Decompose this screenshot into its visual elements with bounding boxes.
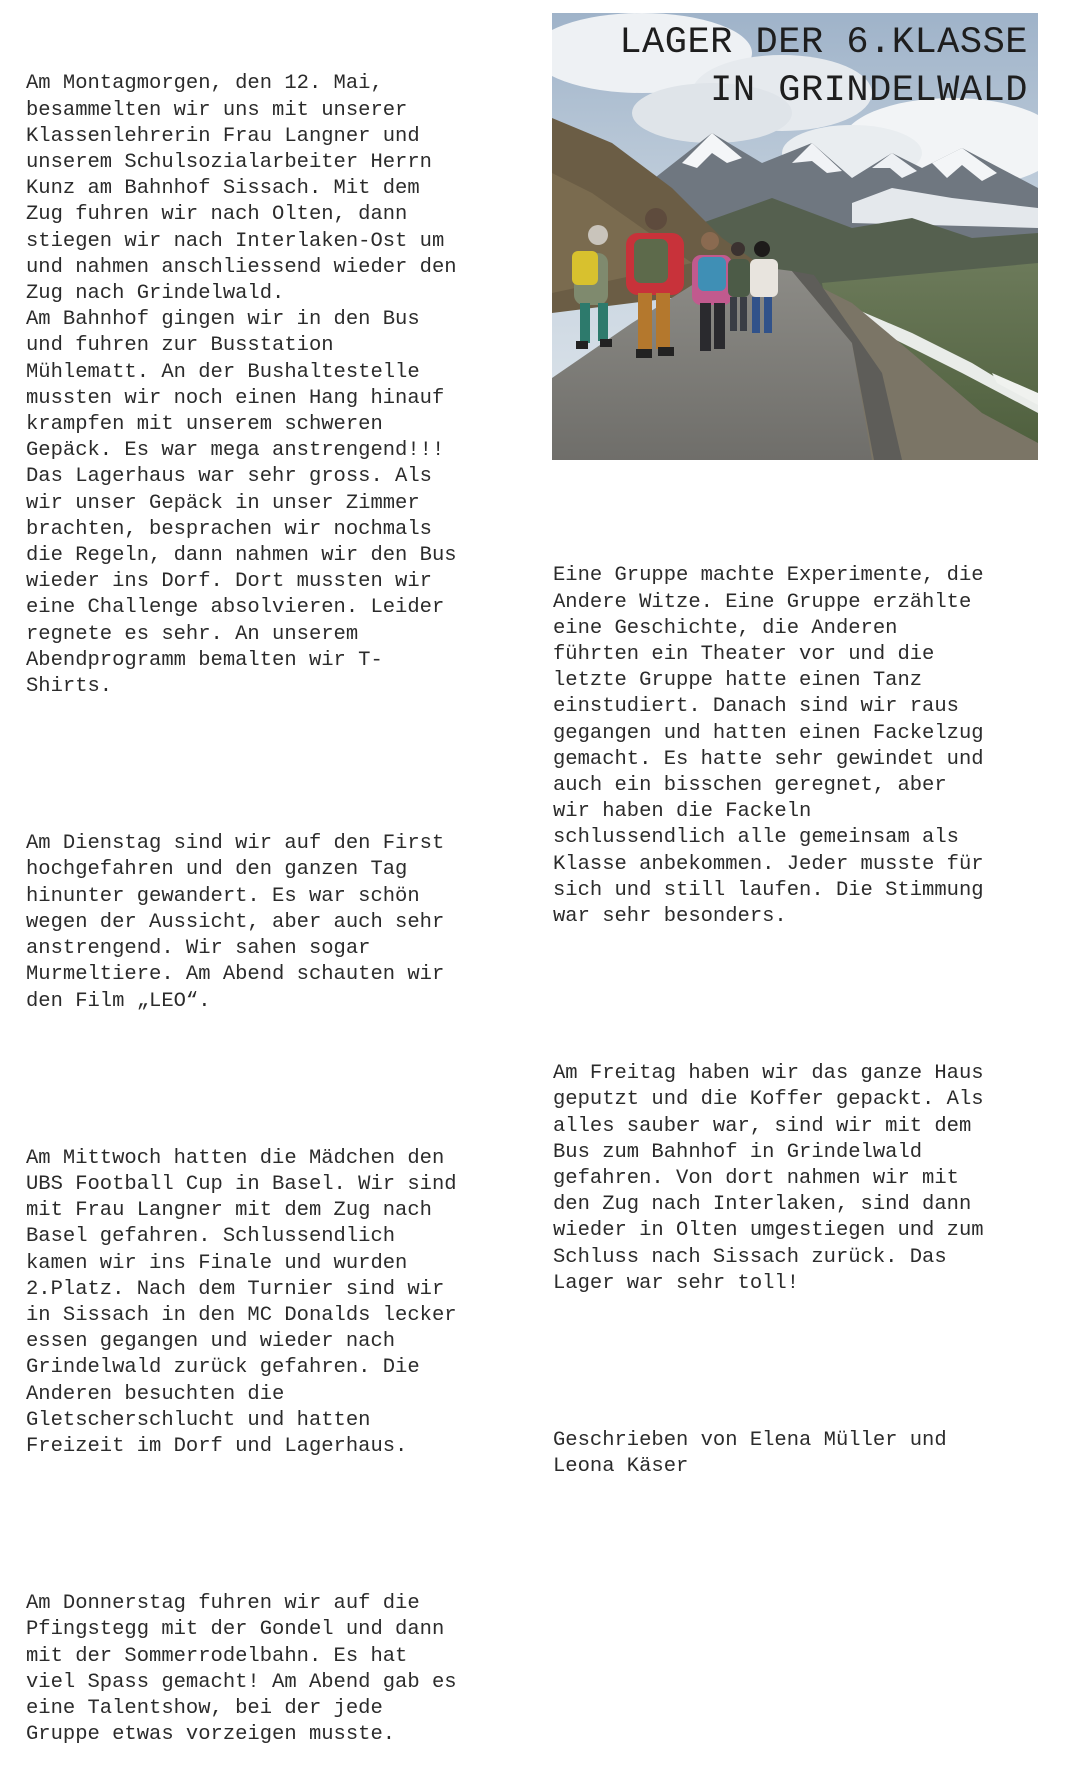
right-column bbox=[553, 511, 1053, 1507]
hikers-photo bbox=[552, 13, 1038, 460]
author-line: Geschrieben von Elena Müller und Leona Käser bbox=[553, 1429, 947, 1479]
paragraph-gap bbox=[553, 1349, 1053, 1375]
paragraph-gap bbox=[26, 753, 526, 779]
paragraph-tuesday: Am Dienstag sind wir auf den First hochgefahren und den ganzen Tag hinunter gewandert. Es war schön wegen der Aussicht, aber auch sehr anstrengend. Wir sahen sogar Murmeltiere. Am Abend schauten wir den Film „LEO“. bbox=[26, 832, 445, 1013]
title-line-2: IN GRINDELWALD bbox=[710, 70, 1028, 112]
paragraph-friday: Am Freitag haben wir das ganze Haus geputzt und die Koffer gepackt. Als alles sauber war, sind wir mit dem Bus zum Bahnhof in Grindelwald gefahren. Von dort nahmen wir mit den Zug nach Interlaken, sind dann wieder in Olten umgestiegen und zum Schluss nach Sissach zurück. Das Lager war sehr toll! bbox=[553, 1062, 984, 1295]
paragraph-talentshow: Eine Gruppe machte Experimente, die Andere Witze. Eine Gruppe erzählte eine Geschichte, die Anderen führten ein Theater vor und die letzte Gruppe hatte einen Tanz einstudiert. Danach sind wir raus gegangen und hatten einen Fackelzug gemacht. Es hatte sehr gewindet und auch ein bisschen geregnet, aber wir haben die Fackeln schlussendlich alle gemeinsam als Klasse anbekommen. Jeder musste für sich und still laufen. Die Stimmung war sehr besonders. bbox=[553, 564, 984, 929]
title-line-1: LAGER DER 6.KLASSE bbox=[619, 22, 1028, 64]
paragraph-monday: Am Montagmorgen, den 12. Mai, besammelten wir uns mit unserer Klassenlehrerin Frau Langner und unserem Schulsozialarbeiter Herrn Kunz am Bahnhof Sissach. Mit dem Zug fuhren wir nach Olten, dann stiegen wir nach Interlaken-Ost um und nahmen anschliessend wieder den Zug nach Grindelwald. Am Bahnhof gingen wir in den Bus und fuhren zur Busstation Mühlematt. An der Bushaltestelle mussten wir noch einen Hang hinauf krampfen mit unserem schweren Gepäck. Es war mega anstrengend!!! Das Lagerhaus war sehr gross. Als wir unser Gepäck in unser Zimmer brachten, besprachen wir nochmals die Regeln, dann nahmen wir den Bus wieder ins Dorf. Dort mussten wir eine Challenge absolvieren. Leider regnete es sehr. An unserem Abendprogramm bemalten wir T- Shirts. bbox=[26, 72, 457, 699]
paragraph-gap bbox=[26, 1067, 526, 1093]
left-column bbox=[26, 19, 526, 1775]
paragraph-wednesday: Am Mittwoch hatten die Mädchen den UBS Football Cup in Basel. Wir sind mit Frau Langner mit dem Zug nach Basel gefahren. Schlussendlich kamen wir ins Finale und wurden 2.Platz. Nach dem Turnier sind wir in Sissach in den MC Donalds lecker essen gegangen und wieder nach Grindelwald zurück gefahren. Die Anderen besuchten die Gletscherschlucht und hatten Freizeit im Dorf und Lagerhaus. bbox=[26, 1146, 457, 1458]
article-title bbox=[619, 19, 1028, 115]
paragraph-thursday: Am Donnerstag fuhren wir auf die Pfingstegg mit der Gondel und dann mit der Sommerrodelbahn. Es hat viel Spass gemacht! Am Abend gab es eine Talentshow, bei der jede Gruppe etwas vorzeigen musste. bbox=[26, 1592, 457, 1747]
paragraph-gap bbox=[553, 983, 1053, 1009]
paragraph-gap bbox=[26, 1513, 526, 1539]
